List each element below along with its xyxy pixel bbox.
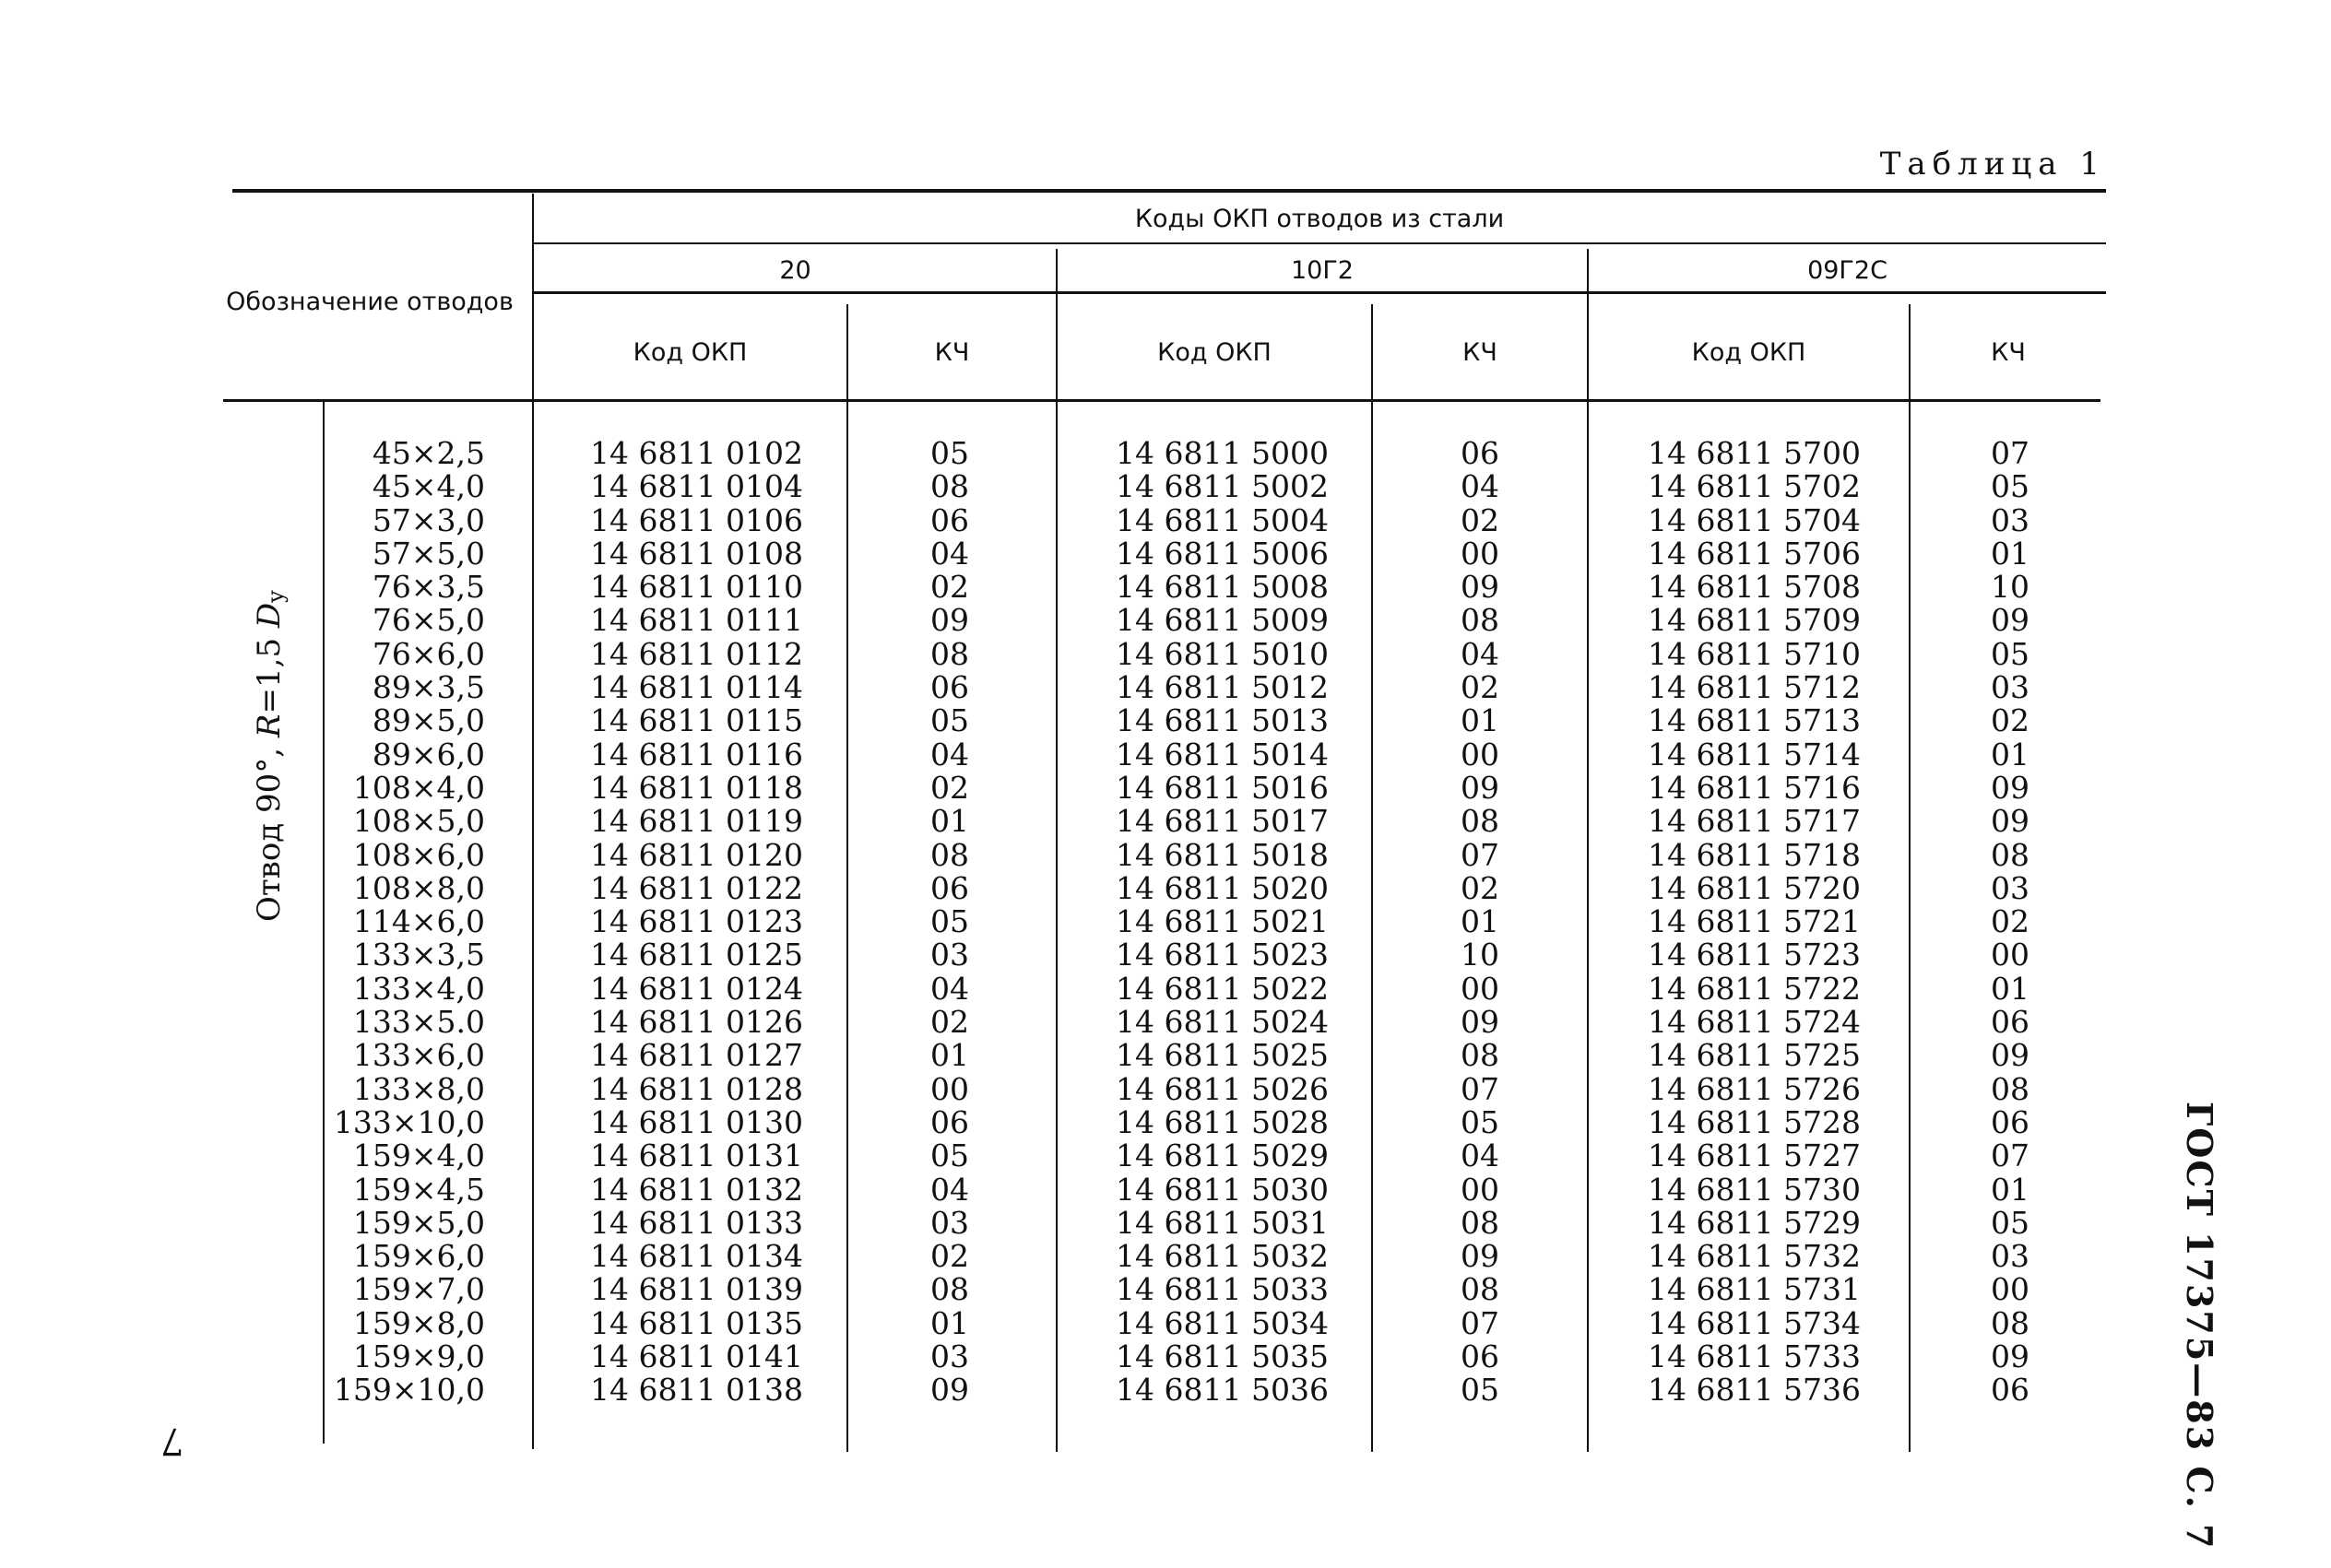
- table-cell: 05: [930, 1138, 969, 1174]
- table-cell: 08: [1461, 803, 1499, 840]
- table-cell: 14 6811 5718: [1648, 836, 1861, 873]
- table-cell: 159×8,0: [352, 1304, 485, 1341]
- table-cell: 03: [1991, 669, 2029, 706]
- table-cell: 04: [930, 970, 969, 1007]
- kch-header-09g2s: КЧ: [1991, 338, 2026, 367]
- table-cell: 05: [1991, 635, 2029, 672]
- steel-09g2s-code-column: [1648, 437, 1924, 1408]
- table-cell: 45×2,5: [372, 435, 485, 471]
- row-group-label: Отвод 90°, R=1,5 $D_y$: [251, 590, 289, 922]
- table-cell: 14 6811 5026: [1116, 1070, 1329, 1107]
- table-cell: 06: [930, 669, 969, 706]
- table-cell: 14 6811 5028: [1116, 1103, 1329, 1140]
- table-cell: 07: [1991, 435, 2029, 471]
- table-cell: 08: [930, 468, 969, 505]
- table-cell: 14 6811 5025: [1116, 1037, 1329, 1074]
- kch-header-20: КЧ: [934, 338, 970, 367]
- table-cell: 08: [1991, 836, 2029, 873]
- table-cell: 09: [1461, 1238, 1499, 1275]
- table-cell: 108×4,0: [352, 769, 485, 806]
- table-cell: 06: [1461, 1338, 1499, 1375]
- table-cell: 89×5,0: [372, 702, 485, 739]
- table-cell: 04: [930, 736, 969, 772]
- table-cell: 14 6811 5021: [1116, 903, 1329, 940]
- table-cell: 45×4,0: [372, 468, 485, 505]
- table-cell: 159×4,5: [352, 1171, 485, 1208]
- table-cell: 76×5,0: [372, 602, 485, 639]
- table-cell: 14 6811 5728: [1648, 1103, 1861, 1140]
- table-cell: 57×3,0: [372, 501, 485, 538]
- kch-header-10g2: КЧ: [1462, 338, 1497, 367]
- table-cell: 01: [1991, 1171, 2029, 1208]
- table-cell: 03: [1991, 869, 2029, 906]
- code-header-09g2s: Код ОКП: [1691, 338, 1806, 367]
- steel-header-10g2: 10Г2: [1290, 256, 1354, 285]
- table-cell: 14 6811 5029: [1116, 1138, 1329, 1174]
- table-cell: 06: [930, 869, 969, 906]
- table-cell: 02: [1991, 702, 2029, 739]
- table-cell: 14 6811 0116: [590, 736, 803, 772]
- table-cell: 01: [1991, 970, 2029, 1007]
- table-cell: 89×6,0: [372, 736, 485, 772]
- table-cell: 08: [1461, 1037, 1499, 1074]
- table-cell: 14 6811 5033: [1116, 1271, 1329, 1308]
- table-cell: 14 6811 5031: [1116, 1204, 1329, 1241]
- header-bottom-rule: [223, 399, 2100, 402]
- table-cell: 14 6811 5706: [1648, 535, 1861, 572]
- table-cell: 14 6811 5725: [1648, 1037, 1861, 1074]
- table-cell: 00: [930, 1070, 969, 1107]
- table-cell: 03: [1991, 501, 2029, 538]
- table-cell: 14 6811 5023: [1116, 937, 1329, 973]
- table-cell: 14 6811 0102: [590, 435, 803, 471]
- table-cell: 08: [1461, 1271, 1499, 1308]
- table-cell: 14 6811 0127: [590, 1037, 803, 1074]
- table-cell: 14 6811 0115: [590, 702, 803, 739]
- table-cell: 04: [1461, 468, 1499, 505]
- table-cell: 14 6811 5710: [1648, 635, 1861, 672]
- table-cell: 09: [1461, 1004, 1499, 1041]
- table-cell: 00: [1461, 535, 1499, 572]
- table-cell: 14 6811 0104: [590, 468, 803, 505]
- table-cell: 05: [1461, 1103, 1499, 1140]
- table-cell: 08: [930, 1271, 969, 1308]
- code-header-20: Код ОКП: [633, 338, 748, 367]
- table-cell: 01: [1461, 702, 1499, 739]
- table-cell: 02: [930, 769, 969, 806]
- table-cell: 06: [1991, 1103, 2029, 1140]
- table-cell: 02: [1461, 869, 1499, 906]
- table-cell: 14 6811 0114: [590, 669, 803, 706]
- table-cell: 14 6811 0141: [590, 1338, 803, 1375]
- table-cell: 14 6811 0112: [590, 635, 803, 672]
- table-cell: 14 6811 0134: [590, 1238, 803, 1275]
- group-header: Коды ОКП отводов из стали: [1134, 205, 1505, 233]
- table-cell: 14 6811 5022: [1116, 970, 1329, 1007]
- table-cell: 02: [1991, 903, 2029, 940]
- table-cell: 14 6811 5000: [1116, 435, 1329, 471]
- table-cell: 14 6811 5729: [1648, 1204, 1861, 1241]
- table-cell: 14 6811 5013: [1116, 702, 1329, 739]
- table-cell: 14 6811 5012: [1116, 669, 1329, 706]
- table-cell: 14 6811 5731: [1648, 1271, 1861, 1308]
- table-cell: 14 6811 5002: [1116, 468, 1329, 505]
- table-cell: 14 6811 5733: [1648, 1338, 1861, 1375]
- table-cell: 02: [930, 569, 969, 606]
- vline-label-split: [323, 402, 325, 1444]
- table-cell: 14 6811 5723: [1648, 937, 1861, 973]
- steel-10g2-kch-column: [1443, 437, 1517, 1408]
- table-cell: 114×6,0: [352, 903, 485, 940]
- table-cell: 14 6811 0118: [590, 769, 803, 806]
- table-cell: 04: [930, 1171, 969, 1208]
- table-cell: 06: [930, 501, 969, 538]
- table-cell: 14 6811 0126: [590, 1004, 803, 1041]
- table-cell: 06: [1461, 435, 1499, 471]
- table-cell: 14 6811 0110: [590, 569, 803, 606]
- table-cell: 08: [1991, 1070, 2029, 1107]
- table-cell: 09: [930, 602, 969, 639]
- table-cell: 14 6811 5704: [1648, 501, 1861, 538]
- table-cell: 14 6811 5724: [1648, 1004, 1861, 1041]
- table-cell: 06: [1991, 1004, 2029, 1041]
- table-cell: 05: [1991, 468, 2029, 505]
- table-cell: 14 6811 5036: [1116, 1372, 1329, 1409]
- table-cell: 14 6811 5714: [1648, 736, 1861, 772]
- table-cell: 14 6811 5708: [1648, 569, 1861, 606]
- table-cell: 14 6811 0119: [590, 803, 803, 840]
- table-cell: 14 6811 0133: [590, 1204, 803, 1241]
- table-cell: 76×6,0: [372, 635, 485, 672]
- table-cell: 108×6,0: [352, 836, 485, 873]
- table-cell: 00: [1461, 970, 1499, 1007]
- table-cell: 14 6811 0124: [590, 970, 803, 1007]
- table-cell: 14 6811 0120: [590, 836, 803, 873]
- table-cell: 14 6811 5730: [1648, 1171, 1861, 1208]
- table-cell: 14 6811 5717: [1648, 803, 1861, 840]
- table-cell: 14 6811 5720: [1648, 869, 1861, 906]
- table-cell: 01: [930, 803, 969, 840]
- table-cell: 14 6811 5721: [1648, 903, 1861, 940]
- table-cell: 14 6811 5010: [1116, 635, 1329, 672]
- group-header-rule: [533, 242, 2106, 244]
- table-cell: 09: [1991, 1338, 2029, 1375]
- table-cell: 76×3,5: [372, 569, 485, 606]
- page-number: 7: [160, 1420, 184, 1462]
- table-cell: 14 6811 5734: [1648, 1304, 1861, 1341]
- table-cell: 05: [930, 903, 969, 940]
- table-cell: 05: [1991, 1204, 2029, 1241]
- table-cell: 05: [930, 435, 969, 471]
- table-title: Таблица 1: [1879, 146, 2106, 183]
- table-cell: 09: [1991, 1037, 2029, 1074]
- table-cell: 07: [1991, 1138, 2029, 1174]
- table-cell: 00: [1461, 1171, 1499, 1208]
- top-rule: [232, 189, 2106, 193]
- table-cell: 14 6811 5736: [1648, 1372, 1861, 1409]
- table-cell: 03: [930, 1338, 969, 1375]
- designation-header: Обозначение отводов: [226, 288, 514, 316]
- table-cell: 14 6811 5016: [1116, 769, 1329, 806]
- table-cell: 06: [930, 1103, 969, 1140]
- vline-steel-10g2-end: [1587, 249, 1589, 1452]
- standard-reference: ГОСТ 17375—83 С. 7: [2179, 1102, 2220, 1550]
- table-cell: 05: [930, 702, 969, 739]
- table-cell: 159×10,0: [333, 1372, 485, 1409]
- table-cell: 57×5,0: [372, 535, 485, 572]
- table-cell: 14 6811 5726: [1648, 1070, 1861, 1107]
- table-cell: 02: [1461, 669, 1499, 706]
- table-cell: 14 6811 5017: [1116, 803, 1329, 840]
- table-cell: 133×8,0: [352, 1070, 485, 1107]
- table-cell: 159×4,0: [352, 1138, 485, 1174]
- table-cell: 04: [1461, 1138, 1499, 1174]
- table-cell: 14 6811 5018: [1116, 836, 1329, 873]
- table-cell: 14 6811 0138: [590, 1372, 803, 1409]
- table-cell: 133×5.0: [352, 1004, 485, 1041]
- table-cell: 08: [1991, 1304, 2029, 1341]
- table-cell: 07: [1461, 1070, 1499, 1107]
- table-cell: 04: [930, 535, 969, 572]
- table-cell: 133×3,5: [352, 937, 485, 973]
- table-cell: 14 6811 5732: [1648, 1238, 1861, 1275]
- code-header-10g2: Код ОКП: [1157, 338, 1272, 367]
- table-cell: 14 6811 0125: [590, 937, 803, 973]
- table-cell: 03: [930, 1204, 969, 1241]
- table-cell: 159×6,0: [352, 1238, 485, 1275]
- designation-column: [328, 437, 485, 1408]
- table-cell: 01: [930, 1037, 969, 1074]
- table-cell: 08: [930, 836, 969, 873]
- table-cell: 09: [930, 1372, 969, 1409]
- table-cell: 159×5,0: [352, 1204, 485, 1241]
- table-cell: 14 6811 5024: [1116, 1004, 1329, 1041]
- table-cell: 133×4,0: [352, 970, 485, 1007]
- steel-20-kch-column: [913, 437, 987, 1408]
- table-cell: 14 6811 5008: [1116, 569, 1329, 606]
- steel-09g2s-kch-column: [1973, 437, 2047, 1408]
- table-cell: 14 6811 5716: [1648, 769, 1861, 806]
- table-cell: 00: [1991, 1271, 2029, 1308]
- table-cell: 01: [1991, 535, 2029, 572]
- table-cell: 14 6811 5713: [1648, 702, 1861, 739]
- table-cell: 00: [1991, 937, 2029, 973]
- table-cell: 108×8,0: [352, 869, 485, 906]
- table-cell: 09: [1461, 769, 1499, 806]
- table-cell: 09: [1461, 569, 1499, 606]
- table-cell: 14 6811 0135: [590, 1304, 803, 1341]
- table-cell: 02: [930, 1004, 969, 1041]
- table-cell: 07: [1461, 1304, 1499, 1341]
- table-cell: 14 6811 5034: [1116, 1304, 1329, 1341]
- table-cell: 08: [930, 635, 969, 672]
- table-cell: 14 6811 5030: [1116, 1171, 1329, 1208]
- table-cell: 159×9,0: [352, 1338, 485, 1375]
- table-cell: 14 6811 5020: [1116, 869, 1329, 906]
- table-cell: 14 6811 5709: [1648, 602, 1861, 639]
- table-cell: 133×6,0: [352, 1037, 485, 1074]
- table-cell: 108×5,0: [352, 803, 485, 840]
- table-cell: 14 6811 5722: [1648, 970, 1861, 1007]
- table-cell: 00: [1461, 736, 1499, 772]
- table-cell: 01: [1461, 903, 1499, 940]
- table-cell: 14 6811 5700: [1648, 435, 1861, 471]
- table-cell: 09: [1991, 803, 2029, 840]
- table-cell: 14 6811 5712: [1648, 669, 1861, 706]
- table-cell: 06: [1991, 1372, 2029, 1409]
- table-cell: 14 6811 5014: [1116, 736, 1329, 772]
- table-cell: 10: [1991, 569, 2029, 606]
- table-cell: 14 6811 5035: [1116, 1338, 1329, 1375]
- table-cell: 14 6811 0128: [590, 1070, 803, 1107]
- table-cell: 01: [1991, 736, 2029, 772]
- table-cell: 14 6811 5032: [1116, 1238, 1329, 1275]
- table-cell: 89×3,5: [372, 669, 485, 706]
- table-cell: 14 6811 0139: [590, 1271, 803, 1308]
- steel-header-rule: [533, 291, 2106, 294]
- table-cell: 14 6811 0123: [590, 903, 803, 940]
- table-cell: 159×7,0: [352, 1271, 485, 1308]
- table-cell: 09: [1991, 769, 2029, 806]
- table-cell: 14 6811 5009: [1116, 602, 1329, 639]
- steel-20-code-column: [590, 437, 867, 1408]
- table-cell: 14 6811 0108: [590, 535, 803, 572]
- table-cell: 14 6811 0106: [590, 501, 803, 538]
- table-cell: 03: [1991, 1238, 2029, 1275]
- table-cell: 14 6811 5006: [1116, 535, 1329, 572]
- table-cell: 14 6811 0130: [590, 1103, 803, 1140]
- table-cell: 08: [1461, 602, 1499, 639]
- table-cell: 14 6811 0131: [590, 1138, 803, 1174]
- table-cell: 133×10,0: [333, 1103, 485, 1140]
- table-cell: 03: [930, 937, 969, 973]
- table-cell: 09: [1991, 602, 2029, 639]
- vline-designation: [532, 194, 534, 1449]
- table-cell: 14 6811 5727: [1648, 1138, 1861, 1174]
- steel-header-09g2s: 09Г2С: [1807, 256, 1887, 285]
- table-cell: 14 6811 0132: [590, 1171, 803, 1208]
- table-cell: 05: [1461, 1372, 1499, 1409]
- table-cell: 14 6811 0111: [590, 602, 803, 639]
- steel-10g2-code-column: [1116, 437, 1392, 1408]
- steel-header-20: 20: [779, 256, 811, 285]
- table-cell: 02: [930, 1238, 969, 1275]
- vline-steel-20-end: [1056, 249, 1058, 1452]
- table-cell: 07: [1461, 836, 1499, 873]
- table-cell: 14 6811 0122: [590, 869, 803, 906]
- table-cell: 04: [1461, 635, 1499, 672]
- table-cell: 14 6811 5004: [1116, 501, 1329, 538]
- table-cell: 08: [1461, 1204, 1499, 1241]
- table-cell: 14 6811 5702: [1648, 468, 1861, 505]
- table-cell: 10: [1461, 937, 1499, 973]
- table-cell: 01: [930, 1304, 969, 1341]
- table-cell: 02: [1461, 501, 1499, 538]
